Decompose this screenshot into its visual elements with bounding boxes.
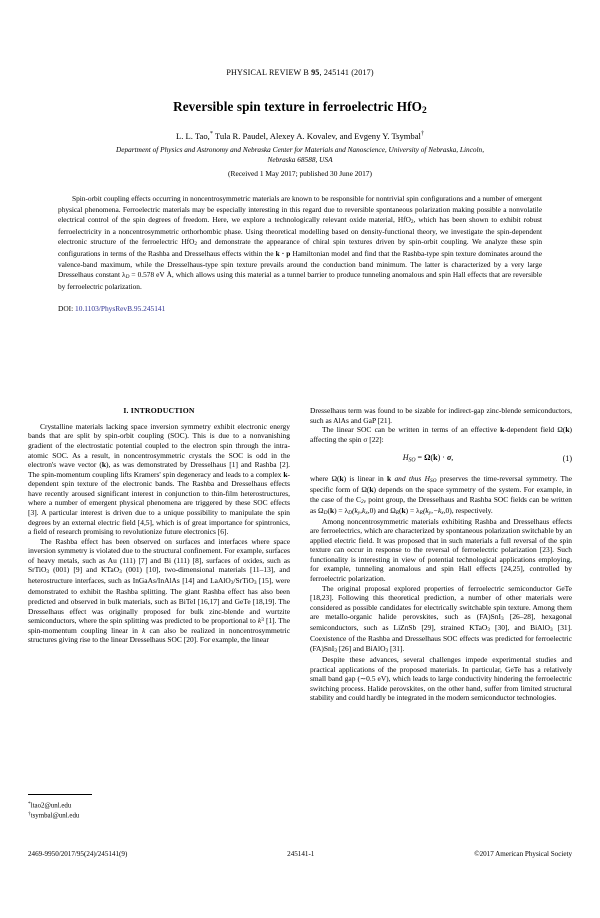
right-p3-lambda-r-sub: R xyxy=(419,509,423,516)
abstract xyxy=(58,194,542,292)
para2-sub-srtio3: 3 xyxy=(46,569,50,576)
para2-sub-srtio3-b: 3 xyxy=(253,580,257,587)
footnotes xyxy=(28,794,290,822)
paragraph-right-4: Among noncentrosymmetric materials exhibiting Rashba and Dresselhaus effects are ferroelectrics, which are characterized by spontaneous polarization switchable by an applied electric field. It was proposed that in such materials a full reversal of the spin texture can occur in response to the reversal of ferroelectric polarization [23]. Such functionality is interesting in view of potential technological applications employing, for example, tunneling anomalous and spin Hall effects [24,25], controlled by ferroelectric polarization. xyxy=(310,516,572,583)
affiliation xyxy=(0,145,600,164)
equation-1-equals: = xyxy=(417,453,423,463)
right-p2-k: k xyxy=(500,425,505,435)
equation-1 xyxy=(310,453,572,465)
journal-article-info: , 245141 (2017) xyxy=(319,68,374,77)
para2-e: [15], were demonstrated to exhibit the Rashba splitting. The giant Rashba effect has also been predicted and observed in bulk materials, such as BiTeI [16,17] and GeTe [18,19]. The Dresselhaus effect was originally proposed for bulk zinc-blende and wurtzite semiconductors, where the spin splitting was predicted to be proportional to xyxy=(28,576,290,626)
right-p3-q: ,0), respectively. xyxy=(443,505,493,515)
paragraph-right-3 xyxy=(310,474,572,517)
journal-name: PHYSICAL REVIEW B xyxy=(226,68,309,77)
right-p3-omega-d-sub: D xyxy=(323,509,328,516)
right-p3-j: ,k xyxy=(360,505,366,515)
para1-c: -dependent spin texture of the electronic bands. The Rashba and Dresselhaus effects have recently aroused significant interest in conjunction to thin-film heterostructures, where a number of emergent physical phenomena are triggered by these SOC effects [3]. A particular interest is driven due to a unique possibility to manipulate the spin degrees by an external electric field [4,5], which is of great importance for spintronics, a field of research promising to revolutionize future electronics [6]. xyxy=(28,469,290,537)
paragraph-intro-2 xyxy=(28,537,290,645)
footer-issn: 2469-9950/2017/95(24)/245141(9) xyxy=(28,850,128,858)
para2-k-italic-2: k xyxy=(142,625,146,635)
column-left xyxy=(28,406,290,703)
paper-page xyxy=(0,68,600,918)
right-p3-so-sub: SO xyxy=(429,478,437,485)
abstract-sub-hfo2-b: 2 xyxy=(194,241,198,248)
equation-1-so-subscript: SO xyxy=(408,457,416,464)
right-p5-d: [31]. Coexistence of the Rashba and Dresselhaus SOC effects was predicted for ferroelectric (FA)SnI xyxy=(310,623,572,653)
equation-1-k: k xyxy=(433,453,438,463)
equation-1-paren-close: ) xyxy=(437,453,441,463)
right-p3-o: (k xyxy=(422,505,429,515)
right-p3-k-3: k xyxy=(369,484,374,494)
para2-sub-laalo3: 3 xyxy=(230,580,234,587)
para2-k-italic: k xyxy=(257,616,262,626)
abstract-sub-hfo2-a: 2 xyxy=(410,219,414,226)
journal-volume: 95 xyxy=(311,68,320,77)
right-p3-c: and thus H xyxy=(391,473,430,483)
right-p5-sub-bialo3: 3 xyxy=(549,627,553,634)
footnote-item-1 xyxy=(28,801,290,811)
right-p3-ky-sub-2: y xyxy=(428,509,432,516)
right-p3-l: ,0) and Ω xyxy=(367,505,396,515)
para1-k-vector: k xyxy=(101,460,106,470)
doi-link[interactable]: 10.1103/PhysRevB.95.245141 xyxy=(75,304,166,314)
paragraph-intro-1 xyxy=(28,422,290,537)
para2-f: [1]. The spin-momentum coupling linear in xyxy=(28,616,290,635)
journal-running-head xyxy=(0,68,600,77)
right-p3-kx-sub: x xyxy=(365,509,368,516)
footnote-email-1[interactable]: ltao2@unl.edu xyxy=(30,802,72,810)
paragraph-right-5 xyxy=(310,584,572,655)
right-p3-a: where Ω( xyxy=(310,473,340,483)
right-p3-e: ) depends on the space symmetry of the system. For example, in the case of the C xyxy=(310,484,572,504)
author-names-rest: Tula R. Paudel, Alexey A. Kovalev, and Evgeny Y. Tsymbal xyxy=(214,130,421,141)
para2-sub-ktao3: 3 xyxy=(119,569,122,576)
column-right xyxy=(310,406,572,703)
doi-line xyxy=(58,304,542,313)
section-heading-introduction: I. INTRODUCTION xyxy=(123,406,195,415)
article-title-subscript: 2 xyxy=(422,106,427,117)
right-p3-h: ) = λ xyxy=(334,505,349,515)
abstract-part-5: = 0.578 eV Å, which allows using this material as a tunnel barrier to produce tunneling anomalous and spin Hall effects that are reversible by ferroelectric polarization. xyxy=(58,270,542,291)
footnote-divider xyxy=(28,794,92,795)
right-p3-k-4: k xyxy=(329,505,335,515)
page-title xyxy=(0,99,600,116)
author-names-first: L. L. Tao, xyxy=(175,130,210,141)
para2-a: The Rashba effect has been observed on surfaces and interfaces where space inversion symmetry is violated due to the structural confinement. For example, surfaces of heavy metals, such as Au (111) [7] and Bi (111) [8], surfaces of oxides, such as SrTiO xyxy=(28,536,290,575)
para2-g: can also be realized in noncentrosymmetric structures giving rise to the linear Dresselhaus SOC [20]. For example, the linear xyxy=(28,625,290,645)
para1-k-vector-2: k xyxy=(283,469,288,479)
right-p3-kx-sub-2: x xyxy=(441,509,444,516)
footnote-mark-1: * xyxy=(28,801,31,807)
footnote-email-2[interactable]: tsymbal@unl.edu xyxy=(30,812,80,820)
right-p3-c2v-sub: 2v xyxy=(361,498,367,505)
right-p3-k-5: k xyxy=(401,505,406,515)
footer-copyright: ©2017 American Physical Society xyxy=(474,850,572,858)
right-p3-ky-sub: y xyxy=(357,509,361,516)
abstract-part-1: Spin-orbit coupling effects occurring in noncentrosymmetric materials are known to be responsible for nontrivial spin configurations and a number of emergent physical phenomena. Ferroelectric materials may be especially interesting in this regard due to reversible spontaneous polarization making possible a nonvolatile electrical control of the spin degrees of freedom. Here, we explore a technologically relevant oxide material, HfO xyxy=(58,194,542,225)
right-p3-k: k xyxy=(339,473,344,483)
paragraph-right-2 xyxy=(310,425,572,444)
right-p2-k-2: k xyxy=(565,425,570,435)
right-p3-p: ,−k xyxy=(431,505,442,515)
article-title-text: Reversible spin texture in ferroelectric HfO xyxy=(173,99,423,114)
abstract-kp-symbol: k · p xyxy=(275,249,291,259)
affiliation-line-2: Nebraska 68588, USA xyxy=(267,154,333,164)
right-p3-d: preserves the time-reversal symmetry. The specific form of Ω( xyxy=(310,473,573,494)
paragraph-right-6: Despite these advances, several challenges impede experimental studies and practical applications of the proposed materials. In particular, GeTe has a relatively small band gap (∼0.5 eV), which leads to large conductivity hindering the ferroelectric switching process. Halide perovskites, on the other hand, suffer from limited structural stability and could hardly be integrated in the modern semiconductor technologies. xyxy=(310,654,572,703)
right-p3-b: ) is linear in xyxy=(343,473,387,483)
right-p2-a: The linear SOC can be written in terms of an effective xyxy=(322,425,501,435)
abstract-part-4: Hamiltonian model and find that the Rashba-type spin texture dominates around the valence-band maximum, while the Dresselhaus-type spin texture prevails around the conduction band minimum. The latter is characterized by a very large Dresselhaus constant λ xyxy=(58,249,542,280)
right-p5-f: [31]. xyxy=(388,643,405,653)
para2-b: (001) [9] and KTaO xyxy=(49,565,120,575)
right-p5-sub-bialo3-b: 3 xyxy=(385,648,389,655)
footnote-mark-2: † xyxy=(28,811,31,818)
abstract-part-3: and demonstrate the appearance of chiral spin textures driven by spin-orbit coupling. We analyze these spin configurations in terms of the Rashba and Dresselhaus effects within the xyxy=(58,237,542,259)
right-p5-sub-ktao3: 3 xyxy=(487,627,490,634)
right-p3-g: ( xyxy=(327,505,330,515)
equation-1-number: (1) xyxy=(562,453,572,463)
para2-k-exponent: 3 xyxy=(261,616,264,623)
para2-c: (001) [10], two-dimensional materials [11–13], and heterostructure interfaces, such as InGaAs/InAlAs [14] and LaAlO xyxy=(28,565,290,586)
equation-1-omega: Ω xyxy=(424,453,431,463)
footnote-item-2 xyxy=(28,811,290,821)
received-published-dates: (Received 1 May 2017; published 30 June 2017) xyxy=(228,169,372,179)
right-p5-e: [26] and BiAlO xyxy=(336,643,386,653)
right-p3-n: ) = λ xyxy=(405,505,420,515)
right-p3-lambda-d-sub: D xyxy=(348,509,352,516)
right-p5-a: The original proposal explored properties of ferroelectric semiconductor GeTe [18,23]. Following this theoretical prediction, a number of other materials were considered as possible candidates for electrically switchable spin texture. Among them are metallo-organic halide perovskites, such as (FA)SnI xyxy=(310,583,572,622)
right-p5-sub-sni3-a: 3 xyxy=(501,616,504,623)
right-p3-k-2: k xyxy=(387,473,392,483)
para1-b: ), as was demonstrated by Dresselhaus [1] and Rashba [2]. The spin-momentum coupling lifts Kramers' spin degeneracy and leads to a complex xyxy=(28,460,290,479)
right-p2-b: -dependent field Ω( xyxy=(504,425,566,435)
author-footnote-mark-last[interactable]: † xyxy=(420,130,425,138)
right-p3-f: point group, the Dresselhaus and Rashba SOC fields can be written as Ω xyxy=(310,494,572,515)
footer-page-number: 245141-1 xyxy=(287,850,315,858)
author-list xyxy=(0,130,600,141)
right-p3-i: (k xyxy=(351,505,358,515)
right-p3-omega-r-sub: R xyxy=(395,509,400,516)
author-footnote-mark-first[interactable]: * xyxy=(209,130,213,138)
equation-1-body: $H_{SO} = \Omega(k) \cdot \sigma$, xyxy=(402,453,454,464)
equation-1-comma: , xyxy=(451,453,454,463)
abstract-part-2: , which has been shown to exhibit robust ferroelectricity in a noncentrosymmetric orthorhombic phase. Using theoretical modelling based on density-functional theory, we investigate the spin-dependent electronic structure of the ferroelectric HfO xyxy=(58,215,542,247)
para2-d: /SrTiO xyxy=(233,576,254,586)
right-p2-c: ) affecting the spin σ [22]: xyxy=(310,425,572,444)
abstract-lambda-subscript: D xyxy=(125,274,130,281)
affiliation-line-1: Department of Physics and Astronomy and Nebraska Center for Materials and Nanoscience, University of Nebraska, Lincoln, xyxy=(115,144,485,154)
paragraph-right-1: Dresselhaus term was found to be sizable for indirect-gap zinc-blende semiconductors, such as AlAs and GaP [21]. xyxy=(310,406,572,425)
page-footer xyxy=(28,850,572,858)
right-p5-sub-sni3-b: 3 xyxy=(334,648,337,655)
doi-label: DOI: xyxy=(58,304,76,314)
para1-a: Crystalline materials lacking space inversion symmetry exhibit electronic energy bands that are split by spin-orbit coupling (SOC). This is due to a nonvanishing gradient of the electrostatic potential coupled to the electron spin through the intra-atomic SOC. As a result, in noncentrosymmetric crystals the SOC is odd in the electron's wave vector ( xyxy=(28,421,290,470)
right-p5-c: [30], and BiAlO xyxy=(489,623,550,633)
equation-1-paren-open: ( xyxy=(430,453,434,463)
equation-1-sigma: σ xyxy=(446,453,452,463)
right-p3-m: ( xyxy=(399,505,402,515)
body-columns xyxy=(28,406,572,703)
right-p5-b: [26–28], hexagonal semiconductors, such as LiZnSb [29], strained KTaO xyxy=(310,612,572,633)
equation-1-dot: · xyxy=(442,453,445,463)
